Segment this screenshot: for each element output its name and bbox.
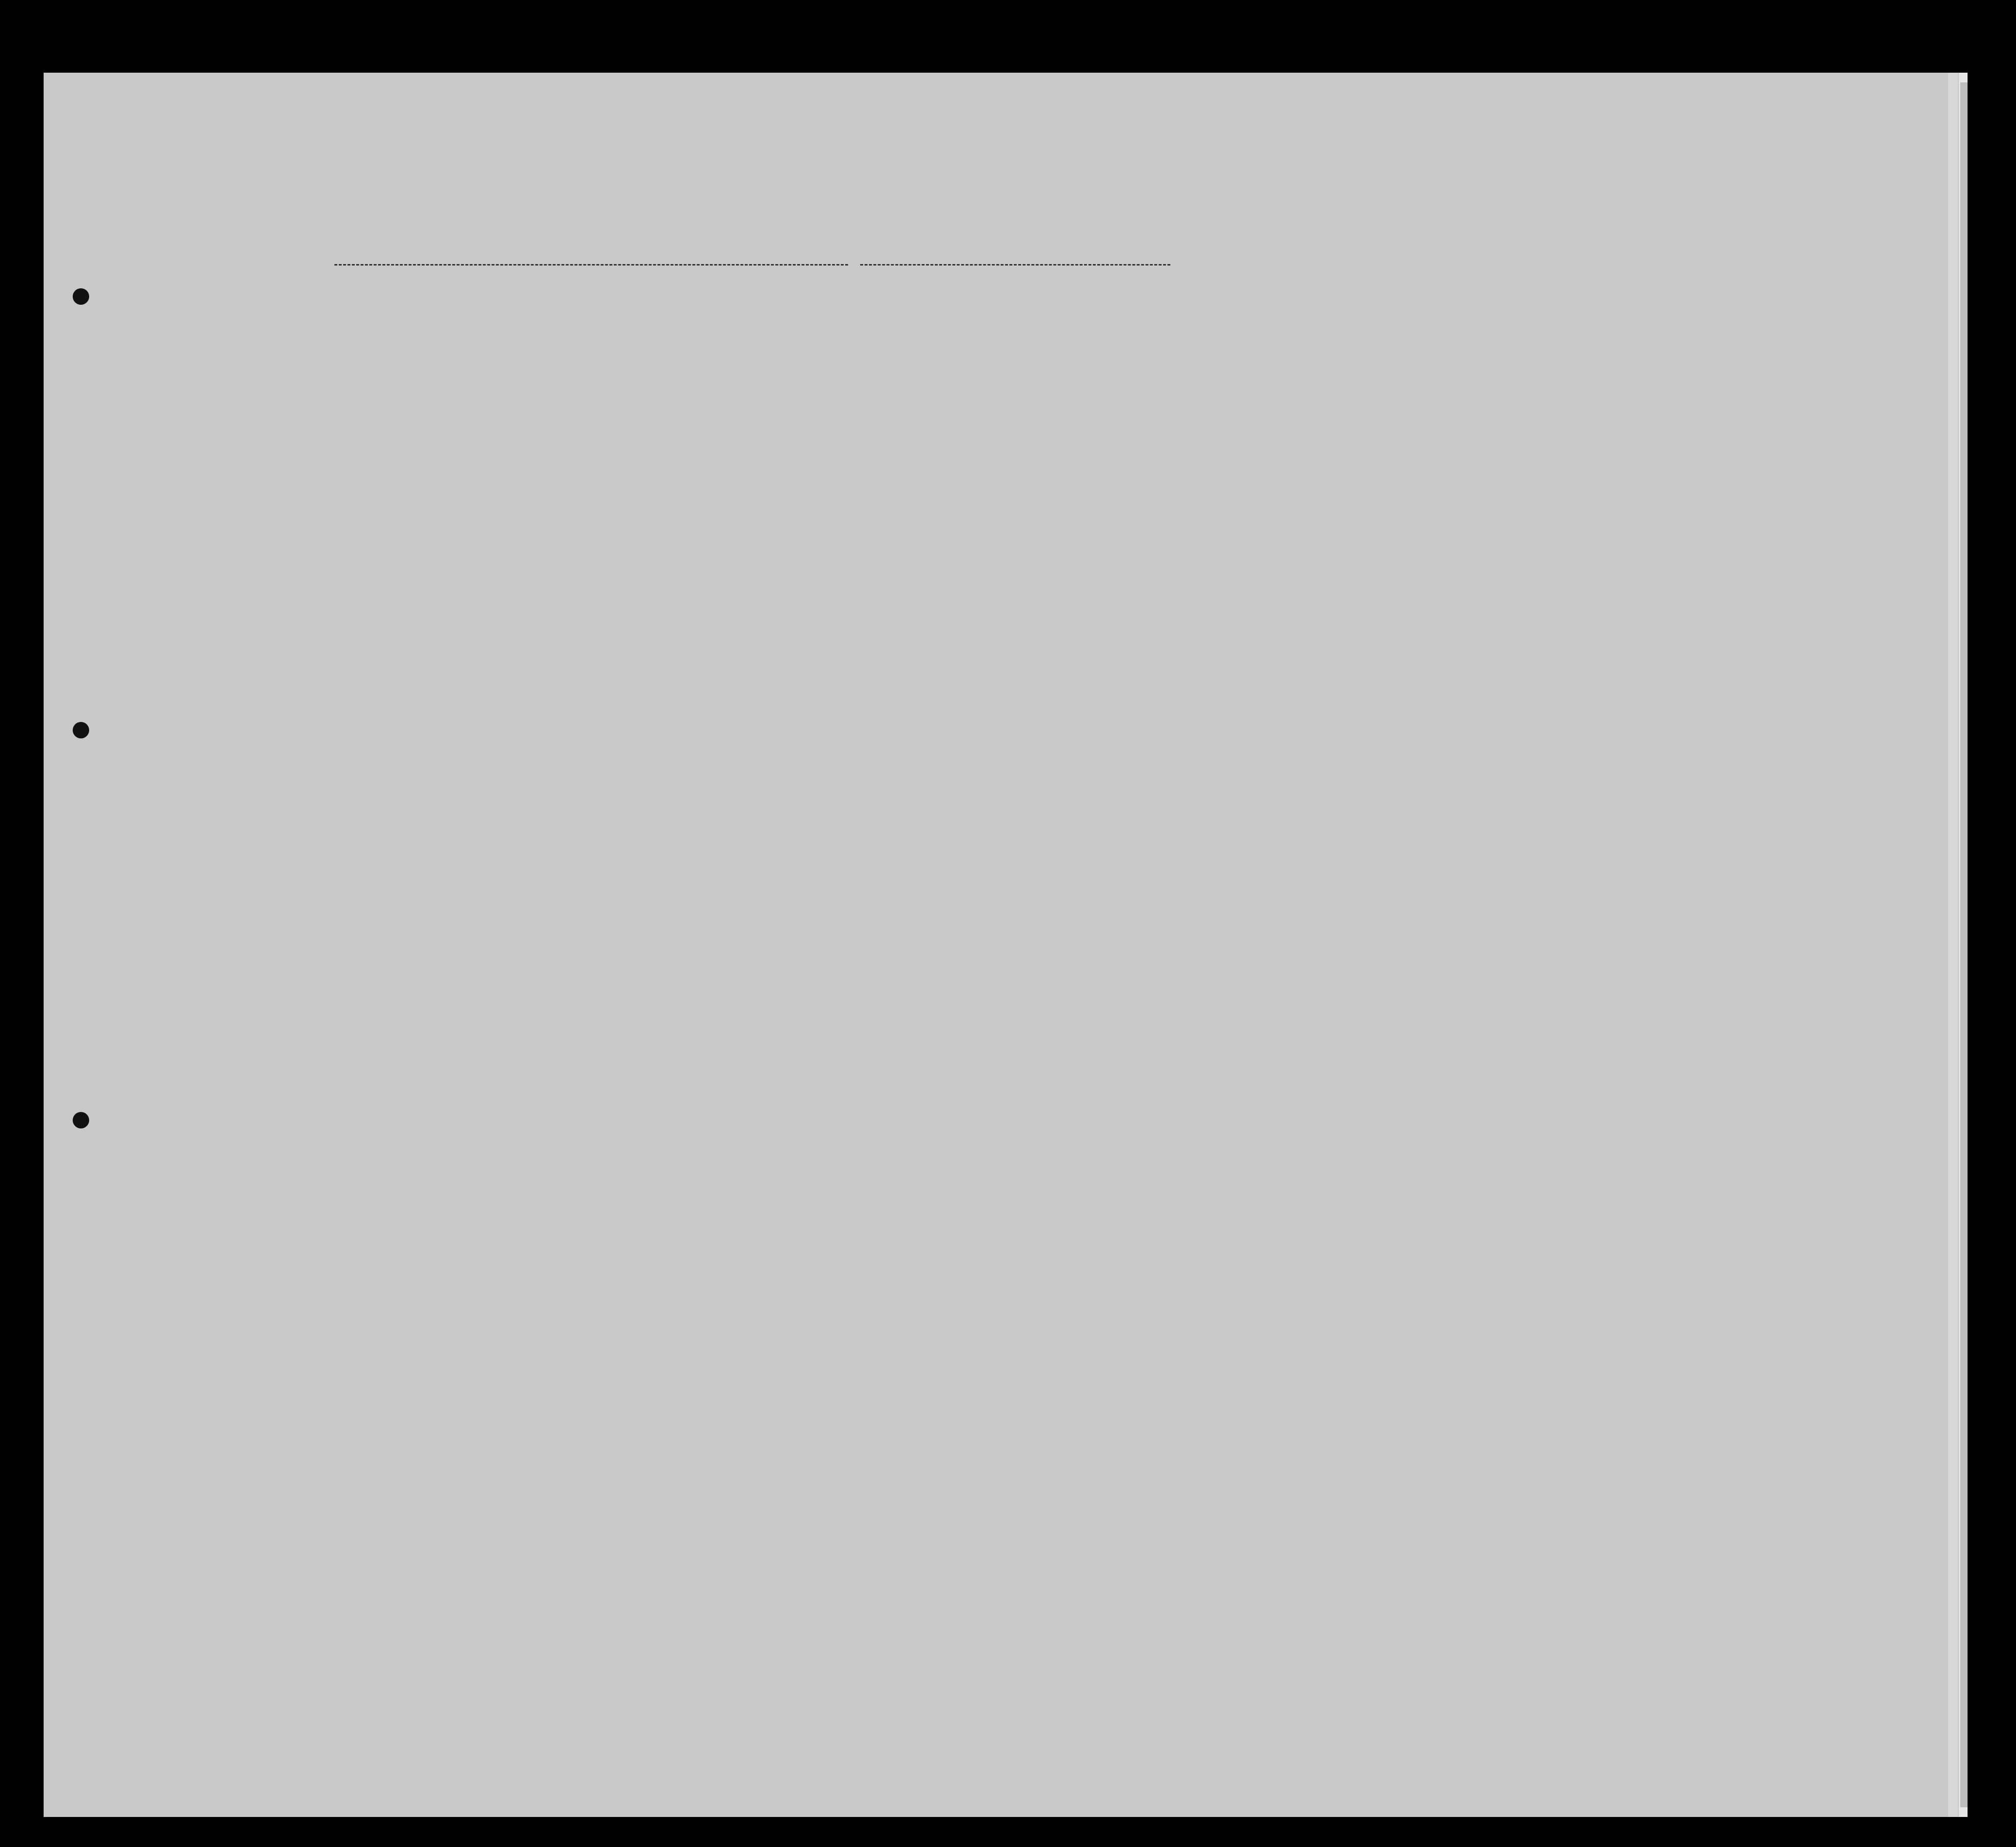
- punch-hole: [73, 288, 89, 305]
- page-edge-2: [1960, 82, 1968, 1807]
- page-edge: [1948, 73, 1958, 1817]
- punch-hole: [73, 722, 89, 738]
- punch-hole: [73, 1112, 89, 1128]
- manifest-table: [87, 298, 1946, 1727]
